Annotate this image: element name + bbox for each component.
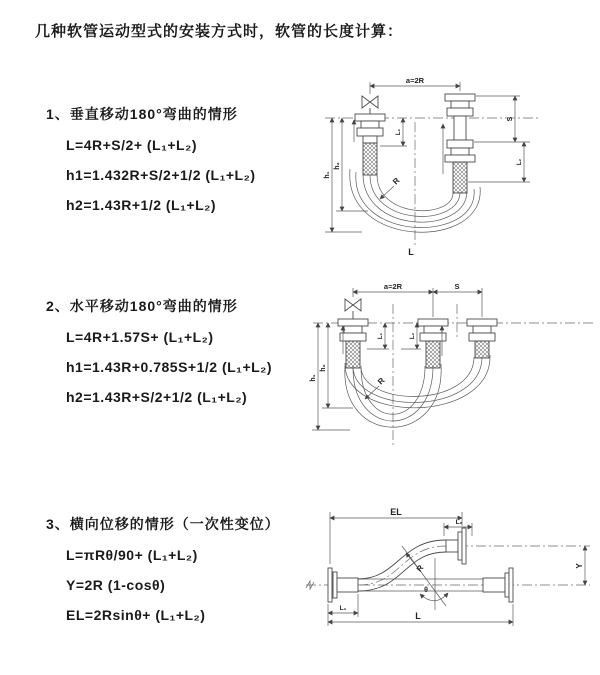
left-pipe-fitting xyxy=(338,319,368,368)
dimension-y xyxy=(575,546,585,585)
dim-label-l1: L₁ xyxy=(396,128,402,136)
right-pipe-fitting xyxy=(467,319,497,358)
formula-line: h1=1.43R+0.785S+1/2 (L₁+L₂) xyxy=(66,359,273,375)
angle-construction xyxy=(402,546,448,610)
diagram-lateral-displacement xyxy=(298,502,598,652)
section-vertical-movement xyxy=(46,104,256,220)
dim-label-l: L xyxy=(415,611,421,621)
valve-icon xyxy=(345,299,361,319)
dim-label-l1: L₁ xyxy=(339,605,347,612)
dim-label-l-bottom: L xyxy=(408,247,414,257)
diagram-horizontal-180-bend xyxy=(305,278,600,458)
dimension-l1 xyxy=(367,323,389,349)
section-2-heading: 2、水平移动180°弯曲的情形 xyxy=(46,298,238,314)
formula-line: h2=1.43R+S/2+1/2 (L₁+L₂) xyxy=(66,389,248,405)
formula-line: L=4R+1.57S+ (L₁+L₂) xyxy=(66,329,214,345)
dim-label-h2: h₂ xyxy=(320,364,327,372)
dimension-s xyxy=(474,96,530,142)
hose-u-bends xyxy=(345,355,490,427)
dim-label-el: EL xyxy=(390,507,402,517)
dimension-el xyxy=(330,507,462,564)
formula-line: L=4R+S/2+ (L₁+L₂) xyxy=(66,137,197,153)
dim-label-r: R xyxy=(391,176,402,187)
dimension-l xyxy=(328,604,513,626)
dim-label-theta: θ xyxy=(424,587,428,594)
dimension-s xyxy=(433,282,482,317)
right-pipe-fitting xyxy=(445,94,475,193)
dimension-l1 xyxy=(380,118,407,146)
section-3-heading: 3、横向位移的情形（一次性变位） xyxy=(46,516,280,532)
page-title: 几种软管运动型式的安装方式时，软管的长度计算： xyxy=(35,23,404,40)
dim-label-l2: L₂ xyxy=(517,158,523,166)
formula-line: h2=1.43R+1/2 (L₁+L₂) xyxy=(66,197,217,213)
dim-label-2r: a=2R xyxy=(383,282,403,291)
dim-label-l2: L₂ xyxy=(410,332,416,340)
formula-line: L=πRθ/90+ (L₁+L₂) xyxy=(66,547,198,563)
dim-label-y: Y xyxy=(575,563,584,569)
dimension-l2 xyxy=(401,323,421,349)
dim-label-r: R xyxy=(414,563,426,574)
dim-label-s: S xyxy=(507,116,514,122)
dim-label-s: S xyxy=(454,282,460,291)
dimension-h1 xyxy=(324,118,362,232)
dim-label-h2: h₂ xyxy=(334,162,341,170)
valve-icon xyxy=(362,96,378,114)
dim-label-h1: h₁ xyxy=(310,374,317,382)
dim-label-2r: a=2R xyxy=(405,76,425,85)
formula-line: EL=2Rsinθ+ (L₁+L₂) xyxy=(66,607,206,623)
dim-label-h1: h₁ xyxy=(324,171,331,179)
dim-label-l1: L₁ xyxy=(378,332,384,340)
formula-line: h1=1.432R+S/2+1/2 (L₁+L₂) xyxy=(66,167,256,183)
dim-label-r: R xyxy=(376,376,387,387)
dimension-span-2r xyxy=(370,76,460,94)
dimension-l1 xyxy=(328,594,358,617)
section-horizontal-movement xyxy=(46,296,272,412)
radius-leader xyxy=(406,553,425,574)
dim-label-l2: L₂ xyxy=(455,519,463,526)
middle-pipe-fitting xyxy=(418,319,448,368)
section-lateral-displacement xyxy=(46,514,280,630)
left-pipe-fitting xyxy=(355,114,385,175)
formula-line: Y=2R (1-cosθ) xyxy=(66,577,166,593)
radius-leader xyxy=(380,176,402,199)
section-1-heading: 1、垂直移动180°弯曲的情形 xyxy=(46,106,238,122)
dimension-l2 xyxy=(468,142,530,182)
diagram-vertical-180-bend xyxy=(310,72,590,262)
